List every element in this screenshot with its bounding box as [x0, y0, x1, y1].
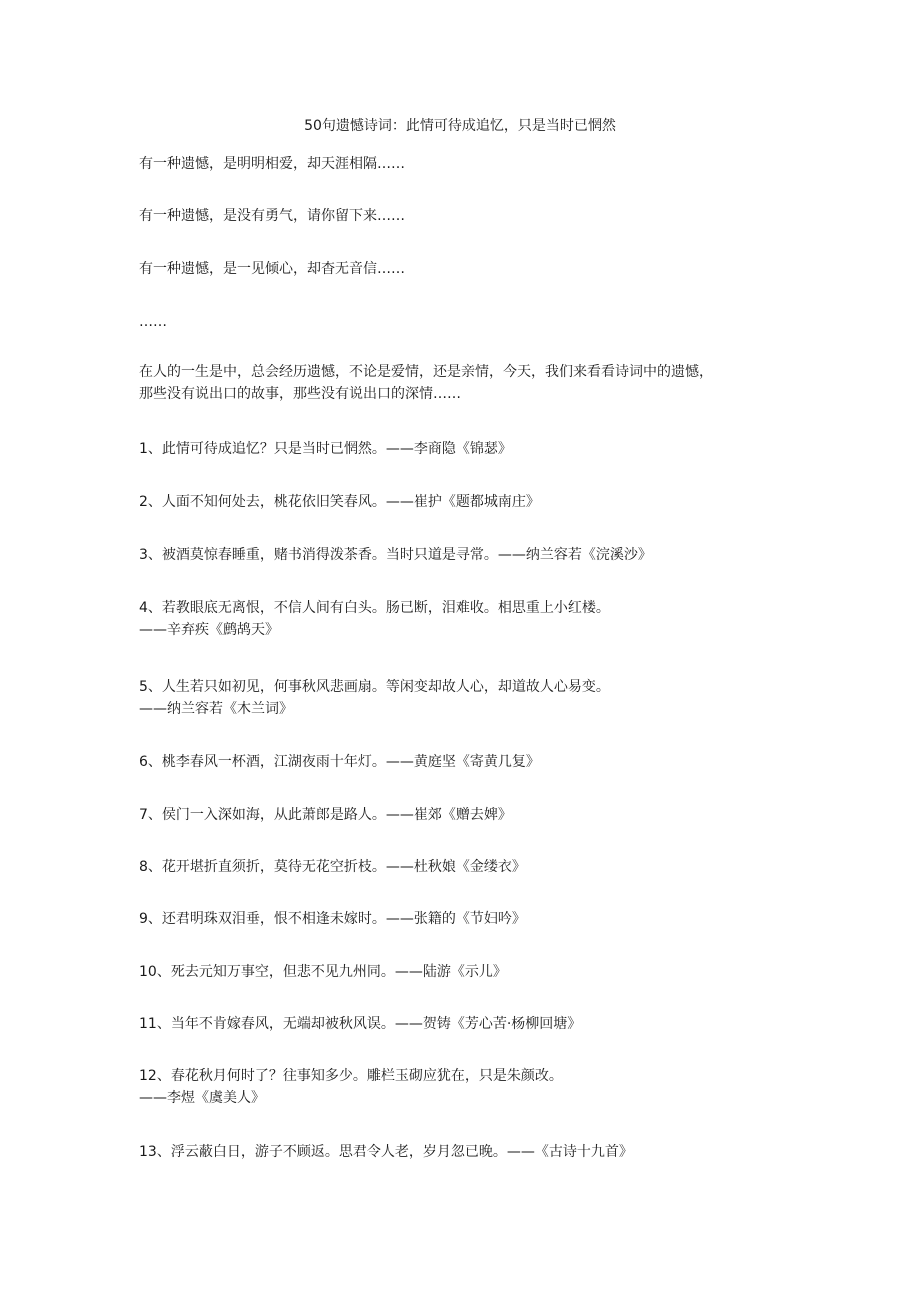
poem-item: 3、被酒莫惊春睡重，赌书消得泼茶香。当时只道是寻常。——纳兰容若《浣溪沙》 [139, 547, 652, 563]
poem-attribution: ——李煜《虞美人》 [139, 1090, 265, 1106]
poem-verse: 4、若教眼底无离恨，不信人间有白头。肠已断，泪难收。相思重上小红楼。 [139, 600, 610, 616]
poem-verse: 5、人生若只如初见，何事秋风悲画扇。等闲变却故人心，却道故人心易变。 [139, 679, 610, 695]
poem-item [139, 1065, 799, 1109]
poem-item: 7、侯门一入深如海，从此萧郎是路人。——崔郊《赠去婢》 [139, 807, 512, 823]
poem-verse: 12、春花秋月何时了？往事知多少。雕栏玉砌应犹在，只是朱颜改。 [139, 1068, 563, 1084]
intro-line: 有一种遗憾，是没有勇气，请你留下来…… [139, 208, 405, 224]
ellipsis-line: …… [139, 314, 167, 330]
poem-item: 10、死去元知万事空，但悲不见九州同。——陆游《示儿》 [139, 964, 507, 980]
poem-attribution: ——辛弃疾《鹧鸪天》 [139, 622, 279, 638]
preface-line: 在人的一生是中，总会经历遗憾，不论是爱情，还是亲情，今天，我们来看看诗词中的遗憾， [139, 364, 713, 380]
intro-line: 有一种遗憾，是一见倾心，却杳无音信…… [139, 261, 405, 277]
preface-line: 那些没有说出口的故事，那些没有说出口的深情…… [139, 386, 461, 402]
poem-item [139, 597, 799, 641]
preface-paragraph [139, 361, 799, 405]
intro-line: 有一种遗憾，是明明相爱，却天涯相隔…… [139, 156, 405, 172]
poem-item: 11、当年不肯嫁春风，无端却被秋风误。——贺铸《芳心苦·杨柳回塘》 [139, 1016, 582, 1032]
poem-item: 1、此情可待成追忆？只是当时已惘然。——李商隐《锦瑟》 [139, 441, 512, 457]
poem-attribution: ——纳兰容若《木兰词》 [139, 701, 293, 717]
poem-item: 6、桃李春风一杯酒，江湖夜雨十年灯。——黄庭坚《寄黄几复》 [139, 754, 540, 770]
poem-item: 13、浮云蔽白日，游子不顾返。思君令人老，岁月忽已晚。——《古诗十九首》 [139, 1144, 633, 1160]
poem-item [139, 676, 799, 720]
poem-item: 2、人面不知何处去，桃花依旧笑春风。——崔护《题都城南庄》 [139, 494, 540, 510]
poem-item: 8、花开堪折直须折，莫待无花空折枝。——杜秋娘《金缕衣》 [139, 859, 526, 875]
document-title: 50句遗憾诗词：此情可待成追忆，只是当时已惘然 [304, 118, 616, 134]
poem-item: 9、还君明珠双泪垂，恨不相逢未嫁时。——张籍的《节妇吟》 [139, 911, 526, 927]
